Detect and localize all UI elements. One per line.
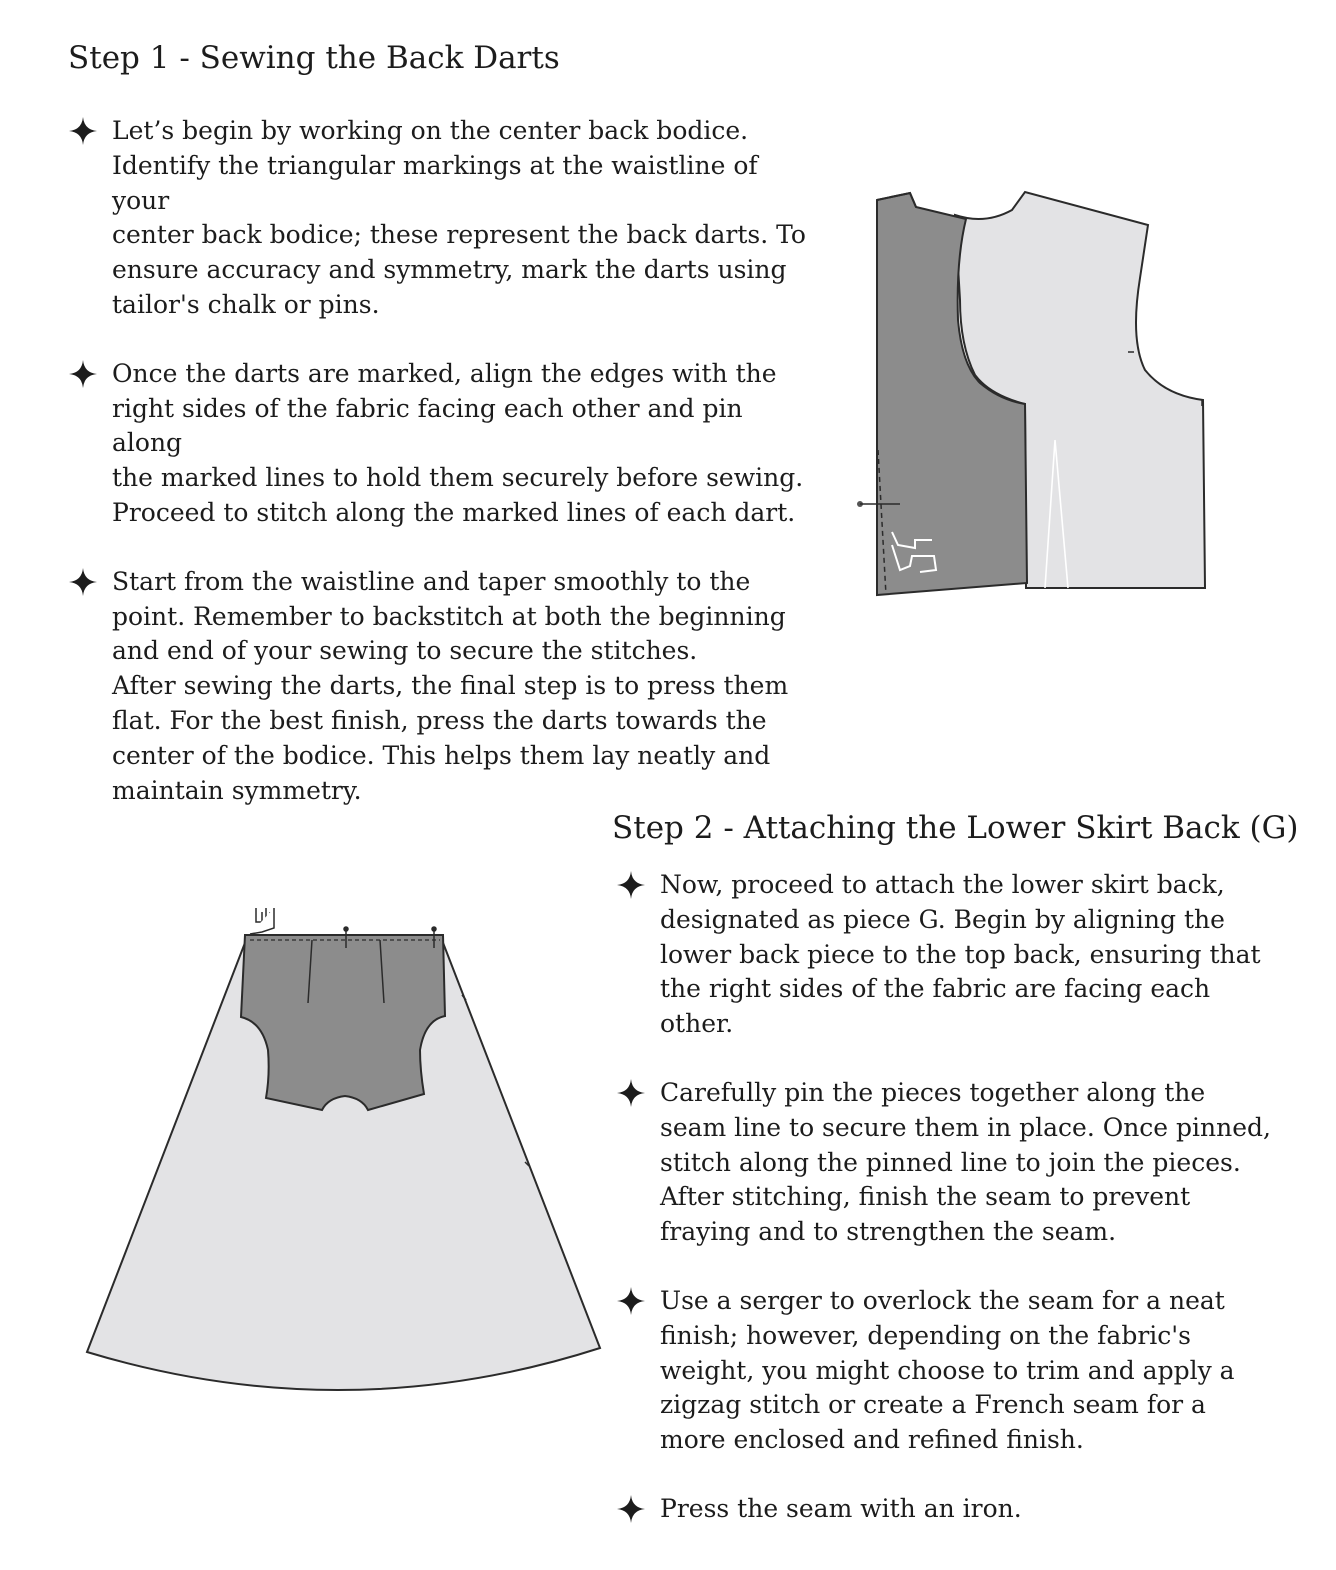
four-point-star-icon — [68, 567, 98, 597]
step1-instructions — [68, 114, 808, 842]
step2-instructions — [616, 868, 1276, 1561]
list-item — [616, 1492, 1276, 1527]
step1-paragraph-3: Start from the waistline and taper smoothly to the point. Remember to backstitch at both the beginning and end of your sewing to secure the stitches. After sewing the darts, the final step is to press them flat. For the best finish, press the darts towards the center of the bodice. This helps them lay neatly and maintain symmetry. — [112, 566, 789, 805]
bodice-top-panel — [241, 935, 445, 1110]
step2-paragraph-4: Press the seam with an iron. — [660, 1493, 1022, 1523]
step2-paragraph-2: Carefully pin the pieces together along the seam line to secure them in place. Once pinned, stitch along the pinned line to join the pieces. After stitching, finish the seam to prevent fraying and to strengthen the seam. — [660, 1077, 1271, 1247]
four-point-star-icon — [616, 1494, 646, 1524]
step2-title: Step 2 - Attaching the Lower Skirt Back (G) — [612, 810, 1299, 846]
list-item — [68, 357, 808, 531]
skirt-attachment-illustration — [80, 900, 610, 1400]
list-item — [616, 868, 1276, 1042]
step2-paragraph-1: Now, proceed to attach the lower skirt back, designated as piece G. Begin by aligning the lower back piece to the top back, ensuring that the right sides of the fabric are facing each other. — [660, 870, 1261, 1039]
four-point-star-icon — [68, 116, 98, 146]
step1-paragraph-1: Let’s begin by working on the center back bodice. Identify the triangular markings at the waistline of your center back bodice; these represent the back darts. To ensure accuracy and symmetry, mark the darts using tailor's chalk or pins. — [112, 116, 806, 319]
four-point-star-icon — [68, 359, 98, 389]
four-point-star-icon — [616, 870, 646, 900]
bodice-darts-illustration — [840, 180, 1220, 600]
step2-paragraph-3: Use a serger to overlock the seam for a neat finish; however, depending on the fabric's weight, you might choose to trim and apply a zigzag stitch or create a French seam for a more enclosed and refined finish. — [660, 1285, 1235, 1455]
list-item — [616, 1284, 1276, 1458]
list-item — [68, 114, 808, 323]
step1-paragraph-2: Once the darts are marked, align the edges with the right sides of the fabric facing each other and pin along the marked lines to hold them securely before sewing. Proceed to stitch along the marked lines of each dart. — [112, 358, 804, 527]
four-point-star-icon — [616, 1078, 646, 1108]
presser-foot-icon — [250, 908, 274, 934]
four-point-star-icon — [616, 1286, 646, 1316]
list-item — [68, 565, 808, 809]
step1-title: Step 1 - Sewing the Back Darts — [68, 40, 560, 76]
list-item — [616, 1076, 1276, 1250]
